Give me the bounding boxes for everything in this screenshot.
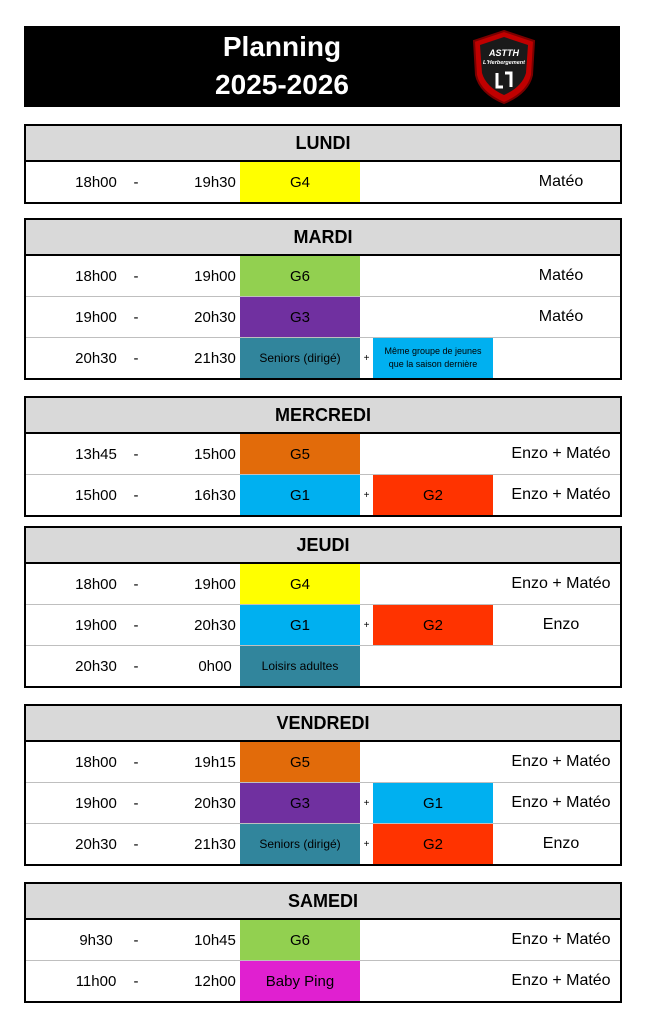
day-block-samedi: [24, 882, 622, 1003]
day-title: VENDREDI: [26, 706, 620, 742]
second-group-cell: G2: [373, 824, 493, 864]
coach-name: Enzo: [542, 616, 580, 633]
day-title: LUNDI: [26, 126, 620, 162]
start-time: 20h30: [75, 835, 117, 853]
day-title: MERCREDI: [26, 398, 620, 434]
start-time: 20h30: [75, 349, 117, 367]
day-block-jeudi: [24, 526, 622, 688]
time-separator: -: [133, 267, 139, 285]
group-cell: G6: [240, 256, 360, 296]
end-time: 21h30: [194, 349, 236, 367]
schedule-row: [26, 474, 620, 515]
second-group-cell: G2: [373, 475, 493, 515]
time-separator: -: [133, 753, 139, 771]
coach-name: Matéo: [538, 173, 584, 190]
start-time: 13h45: [75, 445, 117, 463]
time-separator: -: [133, 794, 139, 812]
start-time: 18h00: [75, 173, 117, 191]
start-time: 9h30: [79, 931, 113, 949]
plus-sign: +: [363, 619, 370, 631]
group-cell: G4: [240, 162, 360, 202]
time-separator: -: [133, 445, 139, 463]
day-block-lundi: [24, 124, 622, 204]
start-time: 19h00: [75, 616, 117, 634]
group-cell: G1: [240, 475, 360, 515]
end-time: 21h30: [194, 835, 236, 853]
end-time: 16h30: [194, 486, 236, 504]
day-block-mercredi: [24, 396, 622, 517]
start-time: 20h30: [75, 657, 117, 675]
time-separator: -: [133, 972, 139, 990]
title-line1: Planning: [222, 31, 342, 62]
group-cell: Seniors (dirigé): [240, 338, 360, 378]
day-block-vendredi: [24, 704, 622, 866]
schedule-row: [26, 564, 620, 604]
group-cell: G3: [240, 783, 360, 823]
schedule-row: [26, 920, 620, 960]
schedule-row: [26, 742, 620, 782]
time-separator: -: [133, 575, 139, 593]
logo-text2: L'Herbergement: [483, 60, 525, 66]
schedule-row: [26, 296, 620, 337]
plus-sign: +: [363, 838, 370, 850]
end-time: 19h30: [194, 173, 236, 191]
end-time: 10h45: [194, 931, 236, 949]
day-title: JEUDI: [26, 528, 620, 564]
schedule-row: [26, 337, 620, 378]
coach-name: Enzo + Matéo: [511, 972, 611, 989]
plus-sign: +: [363, 797, 370, 809]
end-time: 20h30: [194, 616, 236, 634]
coach-name: Enzo + Matéo: [511, 575, 611, 592]
day-title: MARDI: [26, 220, 620, 256]
title-line2: 2025-2026: [215, 69, 349, 100]
coach-name: Matéo: [538, 308, 584, 325]
coach-name: Enzo: [542, 835, 580, 852]
group-cell: G5: [240, 742, 360, 782]
start-time: 19h00: [75, 794, 117, 812]
coach-name: Enzo + Matéo: [511, 794, 611, 811]
second-group-cell: G2: [373, 605, 493, 645]
coach-name: Enzo + Matéo: [511, 445, 611, 462]
day-title: SAMEDI: [26, 884, 620, 920]
coach-name: Matéo: [538, 267, 584, 284]
group-cell: G6: [240, 920, 360, 960]
schedule-row: [26, 645, 620, 686]
time-separator: -: [133, 835, 139, 853]
start-time: 19h00: [75, 308, 117, 326]
time-separator: -: [133, 173, 139, 191]
second-group-cell: G1: [373, 783, 493, 823]
coach-name: Enzo + Matéo: [511, 486, 611, 503]
time-separator: -: [133, 657, 139, 675]
time-separator: -: [133, 308, 139, 326]
group-cell: Seniors (dirigé): [240, 824, 360, 864]
time-separator: -: [133, 616, 139, 634]
plus-sign: +: [363, 352, 370, 364]
schedule-row: [26, 604, 620, 645]
logo-text1: ASTTH: [489, 48, 519, 58]
group-cell: G4: [240, 564, 360, 604]
start-time: 18h00: [75, 575, 117, 593]
end-time: 19h00: [194, 575, 236, 593]
end-time: 15h00: [194, 445, 236, 463]
group-cell: G1: [240, 605, 360, 645]
schedule-row: [26, 960, 620, 1001]
end-time: 20h30: [194, 794, 236, 812]
schedule-row: [26, 823, 620, 864]
schedule-row: [26, 256, 620, 296]
day-block-mardi: [24, 218, 622, 380]
plus-sign: +: [363, 489, 370, 501]
club-logo: [470, 29, 538, 105]
group-cell: Loisirs adultes: [240, 646, 360, 686]
schedule-row: [26, 434, 620, 474]
coach-name: Enzo + Matéo: [511, 753, 611, 770]
start-time: 11h00: [75, 972, 117, 990]
planning-header: [24, 26, 620, 107]
group-cell: Baby Ping: [240, 961, 360, 1001]
second-group-cell: Même groupe de jeunes que la saison dernière: [373, 338, 493, 378]
time-separator: -: [133, 349, 139, 367]
end-time: 20h30: [194, 308, 236, 326]
start-time: 18h00: [75, 267, 117, 285]
schedule-row: [26, 162, 620, 202]
start-time: 18h00: [75, 753, 117, 771]
coach-name: Enzo + Matéo: [511, 931, 611, 948]
group-cell: G5: [240, 434, 360, 474]
group-cell: G3: [240, 297, 360, 337]
start-time: 15h00: [75, 486, 117, 504]
end-time: 19h15: [194, 753, 236, 771]
end-time: 19h00: [194, 267, 236, 285]
end-time: 12h00: [194, 972, 236, 990]
time-separator: -: [133, 931, 139, 949]
time-separator: -: [133, 486, 139, 504]
end-time: 0h00: [198, 657, 232, 675]
schedule-row: [26, 782, 620, 823]
